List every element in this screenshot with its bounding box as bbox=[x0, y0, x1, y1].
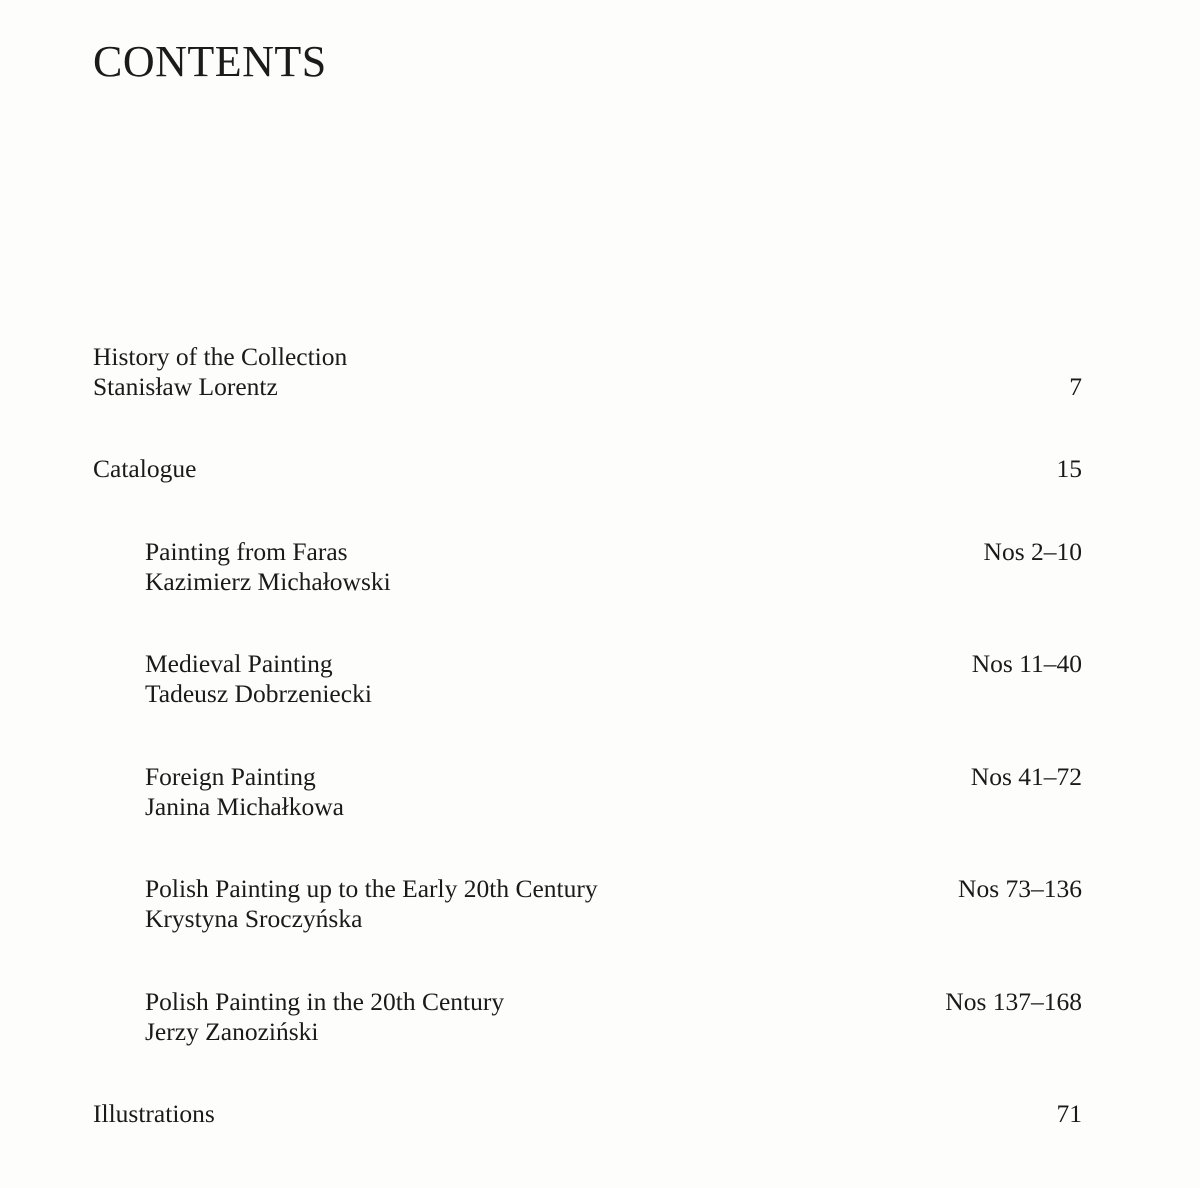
entry-author: Kazimierz Michałowski bbox=[145, 567, 391, 596]
entry-title: Catalogue bbox=[93, 454, 197, 483]
entry-page-number: 71 bbox=[1056, 1099, 1082, 1128]
entry-title: Medieval Painting bbox=[145, 649, 333, 678]
entry-title: Foreign Painting bbox=[145, 762, 316, 791]
entry-page-number: Nos 11–40 bbox=[971, 649, 1082, 678]
entry-page-number: Nos 73–136 bbox=[958, 874, 1082, 903]
entry-author: Janina Michałkowa bbox=[145, 792, 344, 821]
entry-title: History of the Collection bbox=[93, 342, 348, 371]
entry-page-number: 15 bbox=[1056, 454, 1082, 483]
page-title: CONTENTS bbox=[93, 37, 327, 86]
entry-page-number: Nos 137–168 bbox=[945, 987, 1082, 1016]
entry-page-number: Nos 41–72 bbox=[970, 762, 1082, 791]
entry-author: Stanisław Lorentz bbox=[93, 372, 278, 401]
entry-title: Painting from Faras bbox=[145, 537, 348, 566]
entry-author: Jerzy Zanoziński bbox=[145, 1017, 319, 1046]
entry-author: Krystyna Sroczyńska bbox=[145, 904, 363, 933]
entry-page-number: Nos 2–10 bbox=[983, 537, 1082, 566]
entry-title: Illustrations bbox=[93, 1099, 215, 1128]
entry-title: Polish Painting up to the Early 20th Century bbox=[145, 874, 598, 903]
entry-author: Tadeusz Dobrzeniecki bbox=[145, 679, 372, 708]
entry-page-number: 7 bbox=[1069, 372, 1082, 401]
entry-title: Polish Painting in the 20th Century bbox=[145, 987, 505, 1016]
